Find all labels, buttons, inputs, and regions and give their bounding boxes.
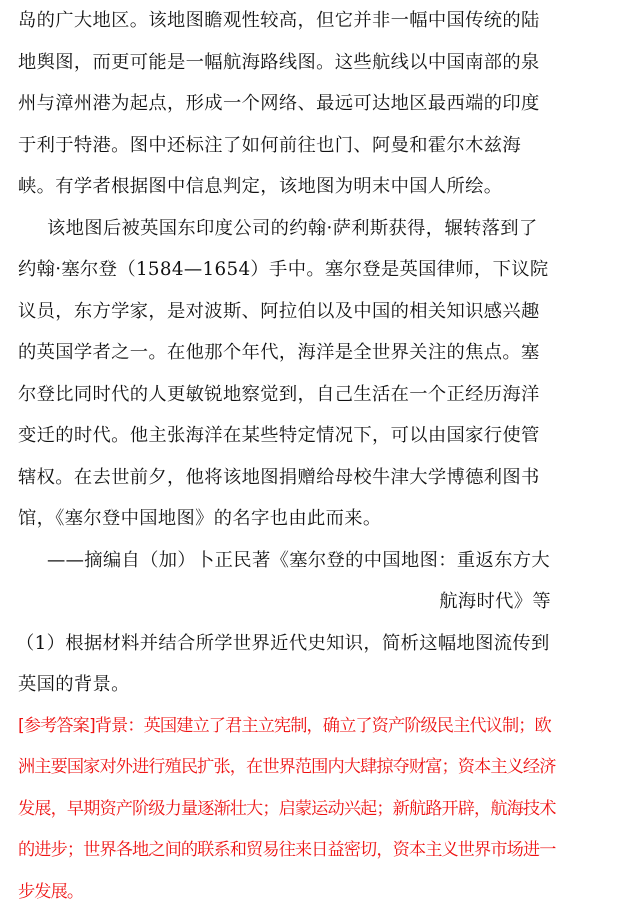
answer-line: 步发展。 (18, 881, 84, 902)
text-line: 州与漳州港为起点，形成一个网络、最远可达地区最西端的印度 (18, 93, 540, 114)
text-line: 峡。有学者根据图中信息判定，该地图为明末中国人所绘。 (18, 176, 503, 197)
text-line: 变迁的时代。他主张海洋在某些特定情况下，可以由国家行使管 (18, 425, 540, 446)
citation (18, 540, 618, 623)
material-paragraph-2 (18, 208, 618, 540)
text-line: 的英国学者之一。在他那个年代，海洋是全世界关注的焦点。塞 (18, 342, 540, 363)
citation-line: ——摘编自（加）卜正民著《塞尔登的中国地图：重返东方大 (47, 549, 551, 571)
document (18, 0, 618, 913)
text-line: 地舆图，而更可能是一幅航海路线图。这些航线以中国南部的泉 (18, 51, 540, 73)
text-line: 馆，《塞尔登中国地图》的名字也由此而来。 (18, 508, 382, 529)
text-line: 议员，东方学家，是对波斯、阿拉伯以及中国的相关知识感兴趣 (18, 300, 540, 322)
citation-line: 航海时代》等 (439, 591, 551, 612)
question-1 (18, 623, 618, 706)
question-line: 英国的背景。 (18, 674, 130, 695)
answer-line: 的进步；世界各地之间的联系和贸易往来日益密切，资本主义世界市场进一 (18, 840, 556, 860)
answer-line: 洲主要国家对外进行殖民扩张，在世界范围内大肆掠夺财富；资本主义经济 (18, 757, 556, 777)
text-line: 辖权。在去世前夕，他将该地图捐赠给母校牛津大学博德利图书 (18, 466, 540, 488)
text-line: 该地图后被英国东印度公司的约翰·萨利斯获得，辗转落到了 (47, 217, 538, 239)
text-line: 岛的广大地区。该地图瞻观性较高，但它并非一幅中国传统的陆 (18, 10, 540, 31)
text-line: 于利于特港。图中还标注了如何前往也门、阿曼和霍尔木兹海 (18, 134, 522, 156)
reference-answer (18, 706, 618, 914)
question-line: （1）根据材料并结合所学世界近代史知识，简析这幅地图流传到 (16, 632, 550, 654)
answer-line: 发展，早期资产阶级力量逐渐壮大；启蒙运动兴起；新航路开辟，航海技术 (18, 798, 556, 819)
material-paragraph-1 (18, 0, 618, 208)
answer-line: [参考答案]背景：英国建立了君主立宪制，确立了资产阶级民主代议制；欧 (18, 715, 551, 736)
text-line: 约翰·塞尔登（1584—1654）手中。塞尔登是英国律师，下议院 (18, 259, 549, 280)
text-line: 尔登比同时代的人更敏锐地察觉到，自己生活在一个正经历海洋 (18, 383, 540, 405)
